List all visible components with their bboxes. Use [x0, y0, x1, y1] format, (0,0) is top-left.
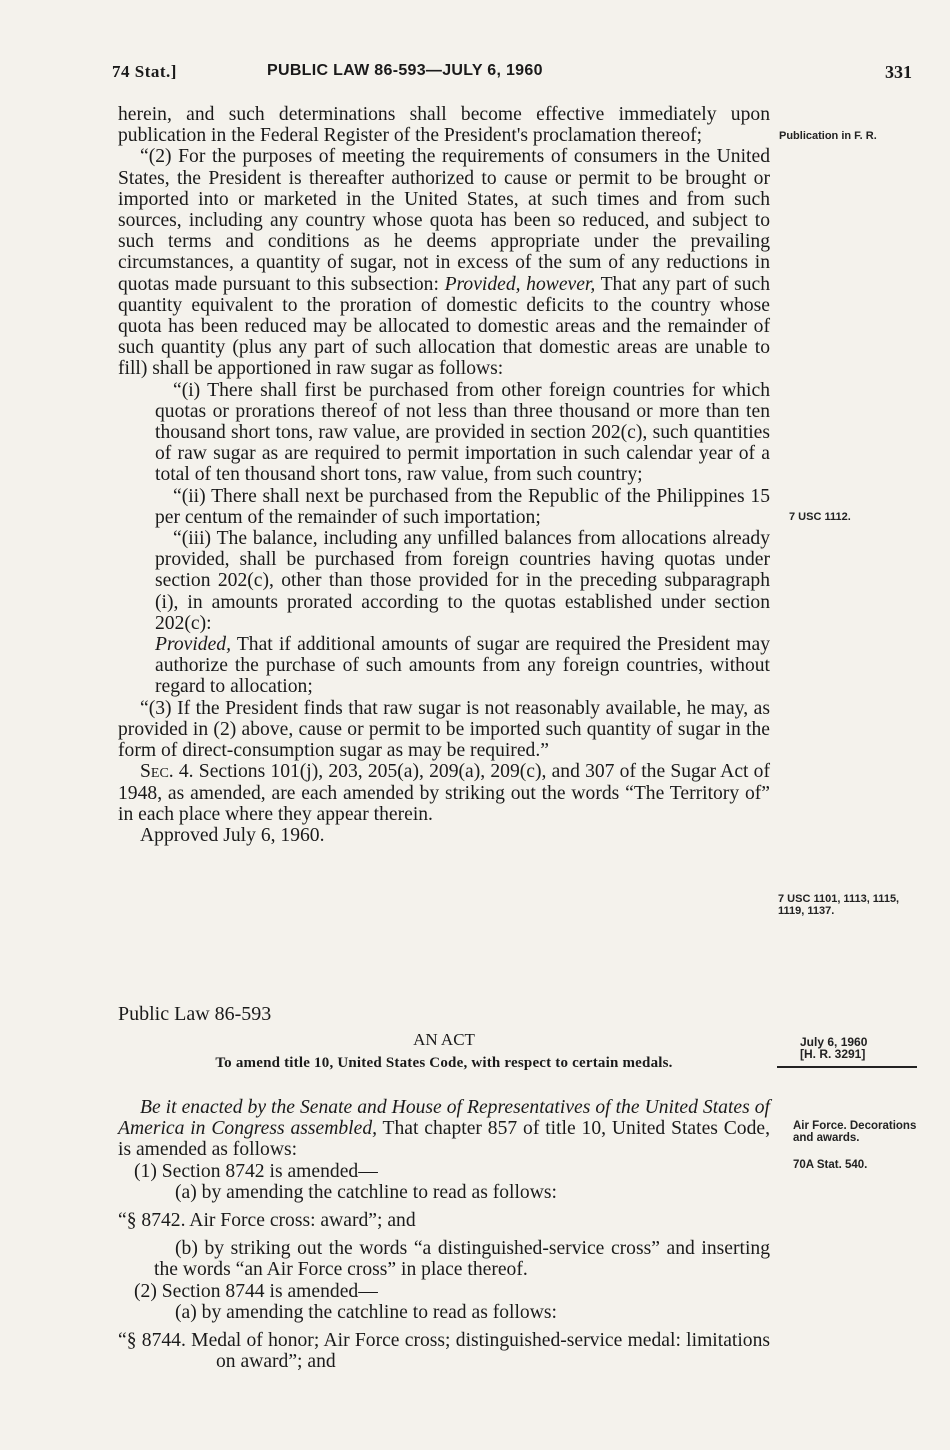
paragraph-continuation: herein, and such determinations shall become effective immediately upon publication in the Federal Register of the President's proclamation thereof;: [118, 104, 770, 147]
item-1: (1) Section 8742 is amended—: [134, 1160, 378, 1182]
main-text-upper: [118, 104, 770, 846]
header-title: PUBLIC LAW 86-593—JULY 6, 1960: [267, 62, 543, 79]
section-4-text: Sections 101(j), 203, 205(a), 209(a), 209(c), and 307 of the Sugar Act of 1948, as amended, are each amended by striking out the words “The Territory of” in each place where they appear therein.: [118, 761, 770, 825]
provided-word: Provided,: [155, 634, 231, 656]
margin-note-date: July 6, 1960: [800, 1035, 868, 1049]
enacting-italic: Be it enacted by the Senate and House of Representatives of the United States of America in Congress assembled,: [118, 1097, 770, 1140]
item-1a: (a) by amending the catchline to read as follows:: [175, 1181, 557, 1203]
item-1a-quote: “§ 8742. Air Force cross: award”; and: [118, 1210, 416, 1232]
running-header: [112, 62, 920, 86]
approved-date: Approved July 6, 1960.: [140, 824, 325, 846]
margin-note-70a-stat: 70A Stat. 540.: [793, 1159, 868, 1171]
an-act-heading: AN ACT: [413, 1030, 475, 1049]
margin-note-7usc1101: 7 USC 1101, 1113, 1115, 1119, 1137.: [778, 893, 900, 917]
header-stat-ref: 74 Stat.]: [112, 62, 177, 81]
item-2: (2) Section 8744 is amended—: [134, 1280, 378, 1302]
clause-ii: “(ii) There shall next be purchased from the Republic of the Philippines 15 per centum of the remainder of such importation;: [155, 485, 770, 528]
page-number: 331: [885, 62, 912, 82]
paragraph-3: “(3) If the President finds that raw sugar is not reasonably available, he may, as provided in (2) above, cause or permit to be imported such quantity of sugar in the form of direct-consumption sugar as may be required.”: [118, 697, 770, 762]
item-1b-text: (b) by striking out the words “a distinguished-service cross” and inserting the words “an Air Force cross” in place thereof.: [154, 1238, 770, 1281]
main-text-lower: [118, 1097, 770, 1372]
margin-note-airforce: Air Force. Decorations and awards.: [793, 1120, 917, 1144]
proviso: [118, 634, 770, 698]
margin-note-publication: Publication in F. R.: [779, 130, 877, 142]
public-law-number: Public Law 86-593: [118, 1003, 272, 1025]
section-4-label: Sec. 4.: [140, 761, 194, 783]
margin-note-hr: [H. R. 3291]: [800, 1047, 866, 1061]
act-purpose: To amend title 10, United States Code, with respect to certain medals.: [215, 1055, 673, 1071]
paragraph-2: [118, 146, 770, 379]
enacting-clause: [118, 1097, 770, 1161]
item-1b: [118, 1238, 770, 1280]
enacting-rest: That chapter 857 of title 10, United States Code, is amended as follows:: [118, 1118, 770, 1161]
item-2a-quote: [118, 1330, 770, 1372]
section-4: [118, 761, 770, 825]
clause-i: “(i) There shall first be purchased from other foreign countries for which quotas or prorations thereof of not less than three thousand or more than ten thousand short tons, raw value, are provided in section 202(c), such quantities of raw sugar as are required to permit importation in such calendar year of a total of ten thousand short tons, raw value, from such country;: [155, 379, 770, 486]
provided-however: Provided, however,: [444, 273, 596, 295]
paragraph-2-text-b: That any part of such quantity equivalent to the proration of domestic deficits to the country whose quota has been reduced may be allocated to domestic areas and the remainder of such quantity (plus any part of such allocation that domestic areas are unable to fill) shall be apportioned in raw sugar as follows:: [118, 273, 770, 380]
paragraph-2-text-a: “(2) For the purposes of meeting the requirements of consumers in the United States, the President is thereafter authorized to cause or permit to be brought or imported into or marketed in the United States, at such times and from such sources, including any country whose quota has been so reduced, and subject to such terms and conditions as he deems appropriate under the prevailing circumstances, a quantity of sugar, not in excess of the sum of any reductions in quotas made pursuant to this subsection:: [118, 146, 770, 295]
item-2a-quote-text: “§ 8744. Medal of honor; Air Force cross; distinguished-service medal: limitations on award”; and: [118, 1330, 770, 1373]
item-2a: (a) by amending the catchline to read as follows:: [175, 1301, 557, 1323]
clause-iii: “(iii) The balance, including any unfilled balances from allocations already provided, shall be purchased from foreign countries having quotas under section 202(c), other than those provided for in the preceding subparagraph (i), in amounts prorated according to the quotas established under section 202(c):: [155, 528, 770, 634]
margin-note-7usc1112: 7 USC 1112.: [789, 511, 851, 523]
margin-rule: [777, 1066, 917, 1068]
proviso-text: That if additional amounts of sugar are required the President may authorize the purchase of such amounts from any foreign countries, without regard to allocation;: [155, 634, 770, 698]
